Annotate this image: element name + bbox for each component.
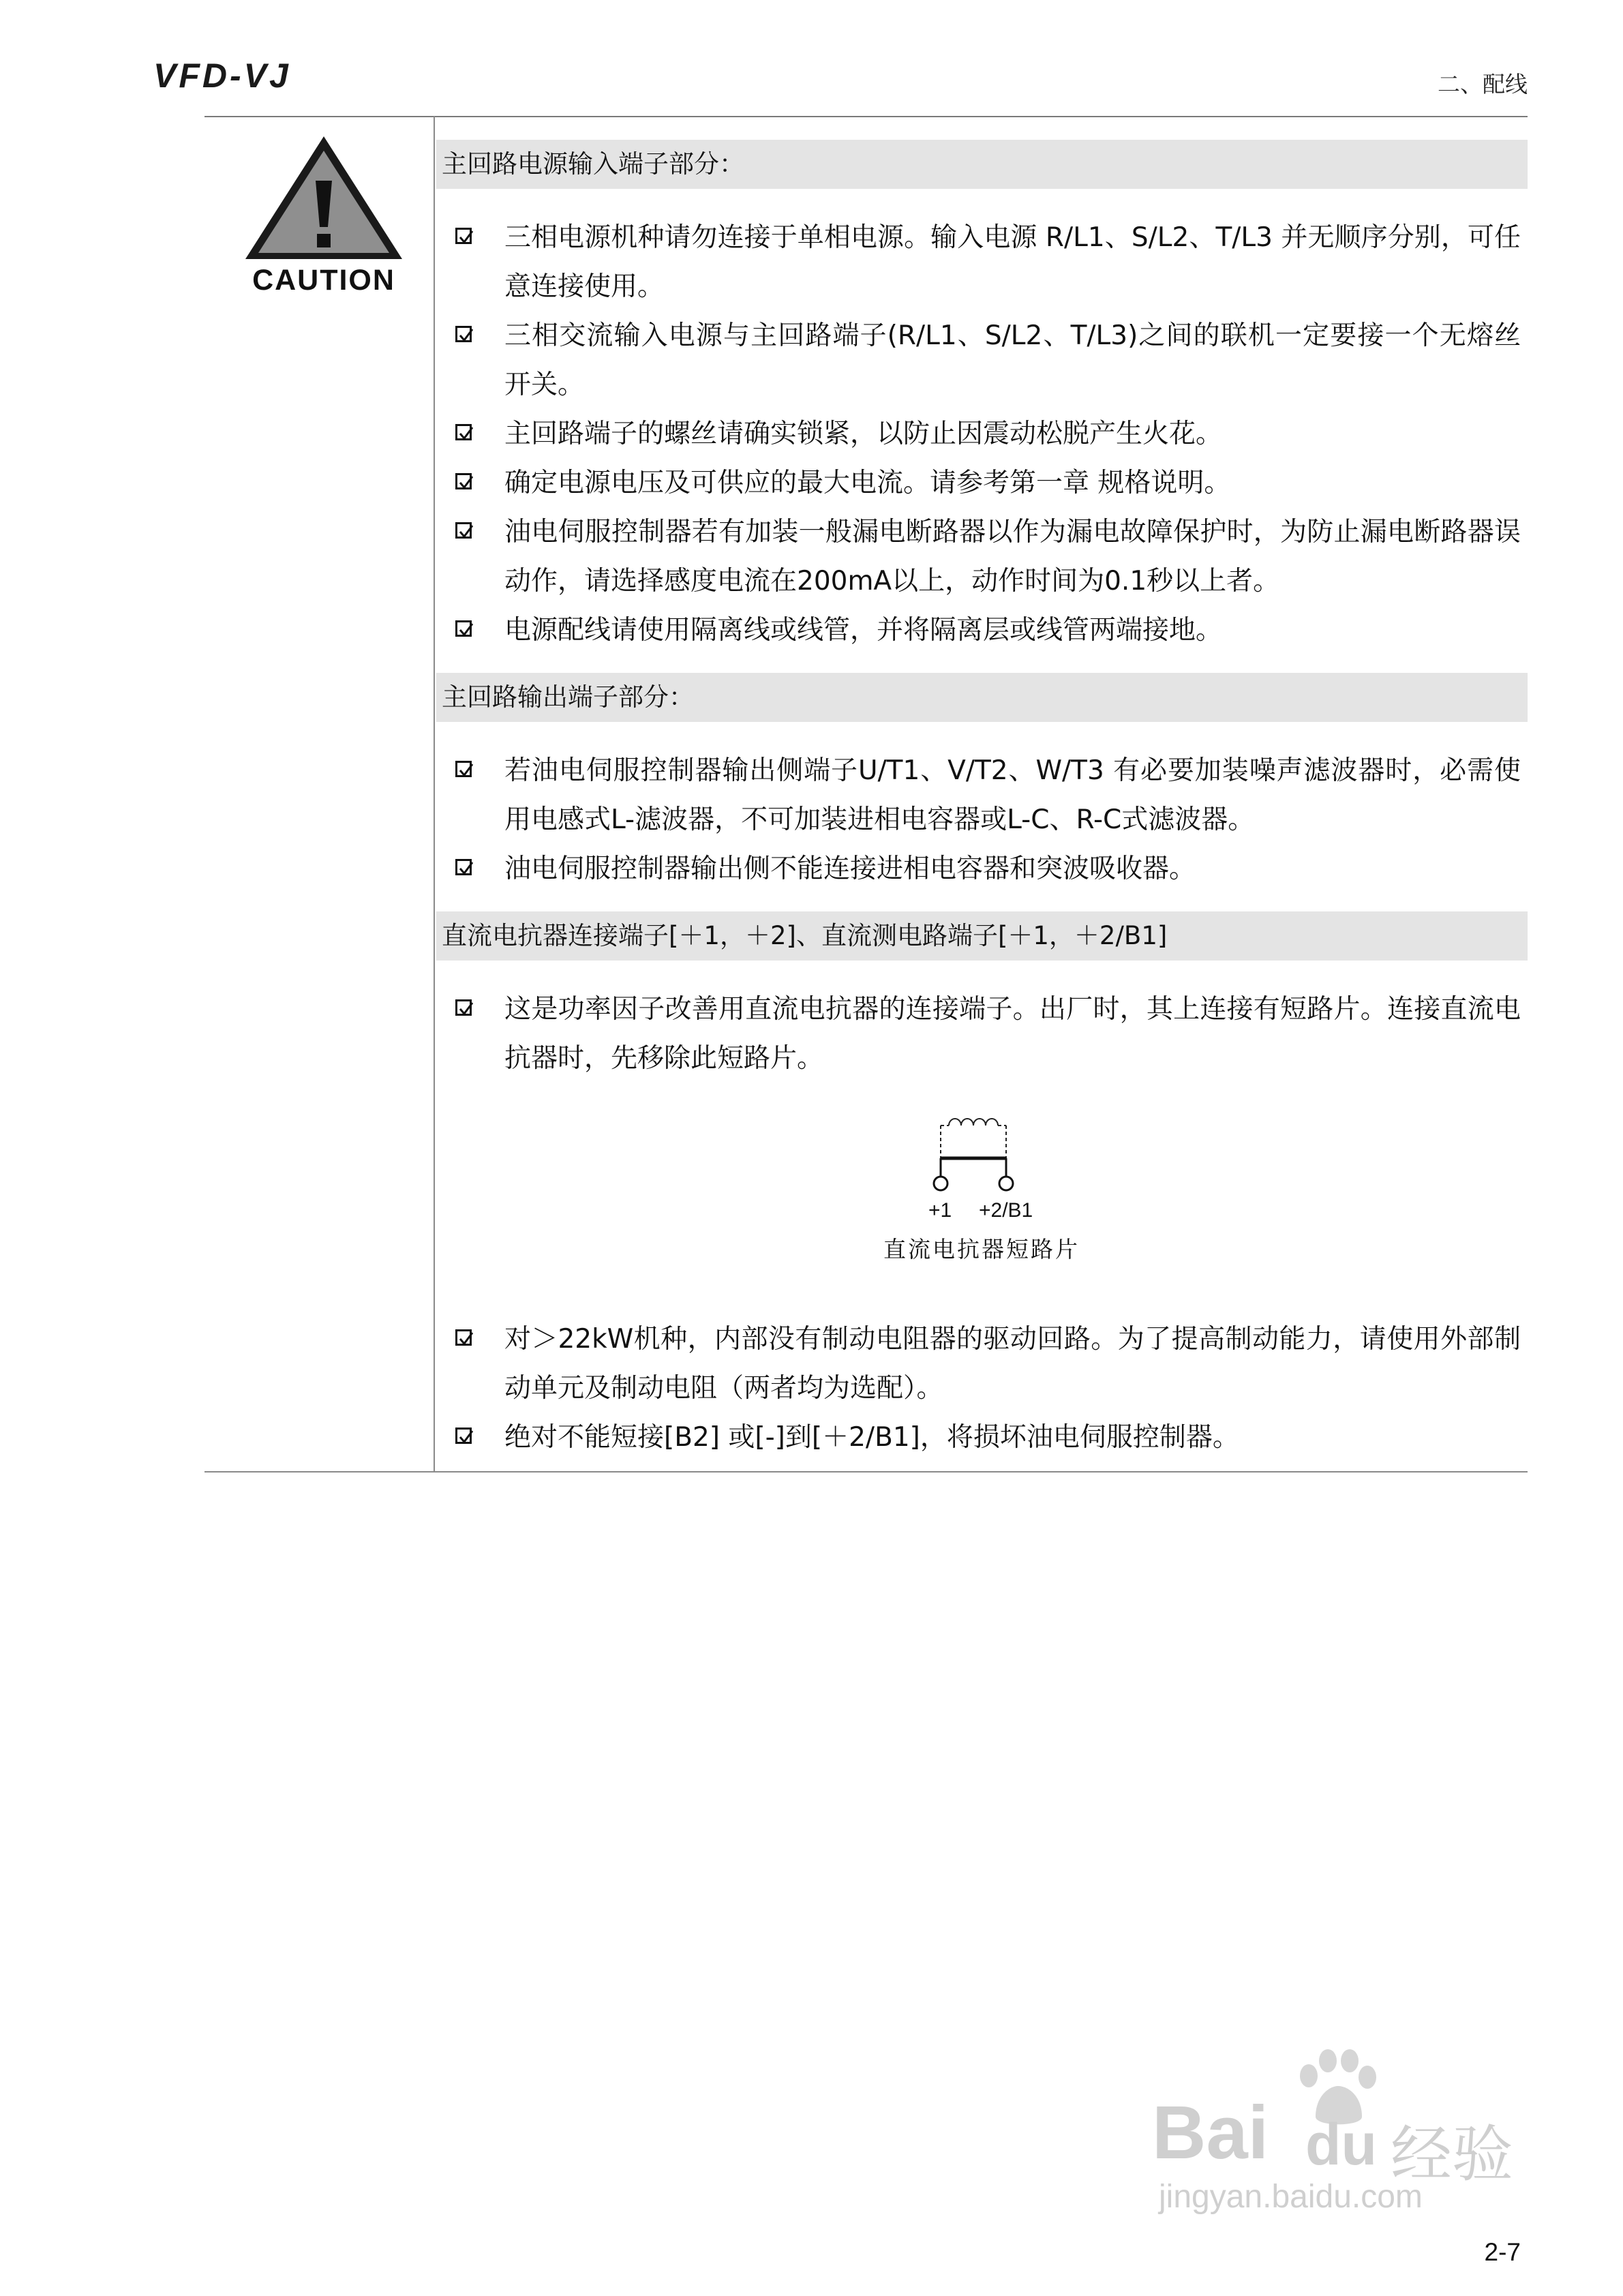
section-title-output: 主回路输出端子部分： bbox=[436, 673, 1528, 722]
checkbox-icon bbox=[455, 620, 472, 637]
list-item: 对＞22kW机种，内部没有制动电阻器的驱动回路。为了提高制动能力，请使用外部制动单元及制动电阻（两者均为选配）。 bbox=[436, 1315, 1528, 1413]
warning-triangle-icon bbox=[242, 133, 406, 262]
section-items-output bbox=[436, 722, 1528, 911]
logo: VFD-VJ bbox=[153, 57, 291, 95]
terminal-label-plus2-b1: +2/B1 bbox=[979, 1199, 1033, 1222]
section-title-input: 主回路电源输入端子部分： bbox=[436, 140, 1528, 189]
caution-label: CAUTION bbox=[252, 264, 395, 297]
checkbox-icon bbox=[455, 522, 472, 539]
watermark-brand: Bai bbox=[1152, 2091, 1269, 2175]
table-divider bbox=[434, 116, 435, 1472]
list-item: 这是功率因子改善用直流电抗器的连接端子。出厂时，其上连接有短路片。连接直流电抗器时，先移除此短路片。 bbox=[436, 985, 1528, 1083]
section-title-dc-reactor: 直流电抗器连接端子[＋1，＋2]、直流测电路端子[＋1，＋2/B1] bbox=[436, 911, 1528, 961]
watermark-brand-du: du bbox=[1305, 2112, 1378, 2177]
checkbox-icon bbox=[455, 228, 472, 244]
checkbox-icon bbox=[455, 1329, 472, 1346]
list-item: 三相交流输入电源与主回路端子(R/L1、S/L2、T/L3)之间的联机一定要接一个无熔丝开关。 bbox=[436, 312, 1528, 410]
checkbox-icon bbox=[455, 999, 472, 1016]
checkbox-icon bbox=[455, 1428, 472, 1444]
list-item: 油电伺服控制器若有加装一般漏电断路器以作为漏电故障保护时，为防止漏电断路器误动作，请选择感度电流在200mA以上，动作时间为0.1秒以上者。 bbox=[436, 508, 1528, 606]
chapter-title: 二、配线 bbox=[1438, 71, 1528, 97]
watermark-cn: 经验 bbox=[1391, 2119, 1513, 2190]
diagram-caption: 直流电抗器短路片 bbox=[883, 1236, 1080, 1263]
section-items-input bbox=[436, 189, 1528, 673]
section-items-dc-reactor bbox=[436, 961, 1528, 1480]
terminal-label-plus1: +1 bbox=[928, 1199, 952, 1222]
checkbox-icon bbox=[455, 424, 472, 440]
list-item: 电源配线请使用隔离线或线管，并将隔离层或线管两端接地。 bbox=[436, 606, 1528, 655]
caution-content bbox=[436, 140, 1528, 1480]
list-item: 油电伺服控制器输出侧不能连接进相电容器和突波吸收器。 bbox=[436, 845, 1528, 894]
page-number: 2-7 bbox=[1484, 2238, 1521, 2266]
checkbox-icon bbox=[455, 761, 472, 777]
list-item: 若油电伺服控制器输出侧端子U/T1、V/T2、W/T3 有必要加装噪声滤波器时，必需使用电感式L-滤波器，不可加装进相电容器或L-C、R-C式滤波器。 bbox=[436, 746, 1528, 845]
baidu-watermark bbox=[1152, 2049, 1534, 2215]
caution-sign bbox=[242, 133, 406, 310]
list-item: 绝对不能短接[B2] 或[-]到[＋2/B1]，将损坏油电伺服控制器。 bbox=[436, 1413, 1528, 1462]
checkbox-icon bbox=[455, 473, 472, 489]
list-item: 主回路端子的螺丝请确实锁紧，以防止因震动松脱产生火花。 bbox=[436, 410, 1528, 459]
header-rule bbox=[204, 116, 1528, 117]
short-bar-diagram bbox=[436, 1097, 1528, 1288]
checkbox-icon bbox=[455, 326, 472, 342]
watermark-url: jingyan.baidu.com bbox=[1159, 2179, 1423, 2215]
list-item: 确定电源电压及可供应的最大电流。请参考第一章 规格说明。 bbox=[436, 459, 1528, 508]
list-item: 三相电源机种请勿连接于单相电源。输入电源 R/L1、S/L2、T/L3 并无顺序分别，可任意连接使用。 bbox=[436, 213, 1528, 312]
checkbox-icon bbox=[455, 859, 472, 875]
